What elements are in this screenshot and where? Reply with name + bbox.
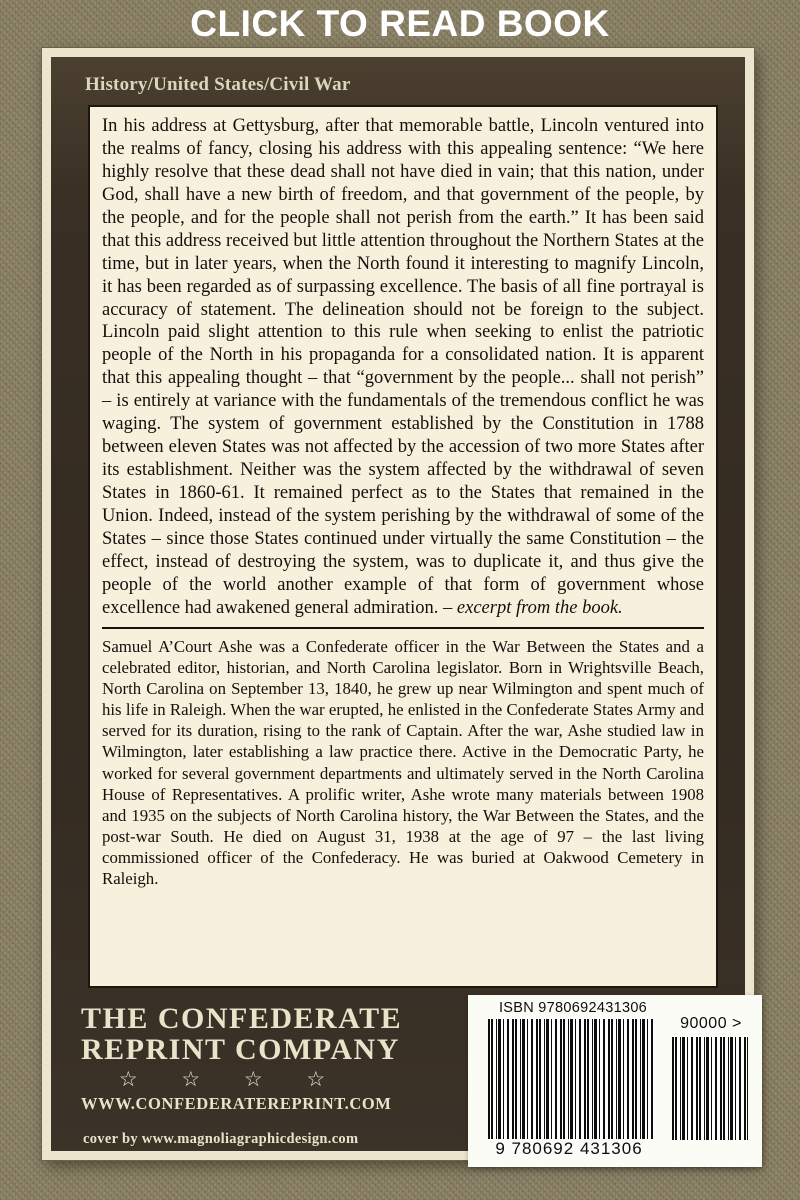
click-to-read-banner[interactable]: CLICK TO READ BOOK <box>190 3 610 44</box>
star-icon: ☆ <box>243 1067 263 1091</box>
star-icon: ☆ <box>306 1067 326 1091</box>
cover-design-credit: cover by www.magnoliagraphicdesign.com <box>83 1131 359 1147</box>
publisher-website: WWW.CONFEDERATEREPRINT.COM <box>81 1094 392 1113</box>
author-bio-paragraph: Samuel A’Court Ashe was a Confederate officer in the War Between the States and a celebrated editor, historian, and North Carolina legislator. Born in Wrightsville Beach, North Carolina on September 13, 1840, he grew up near Wilmington and spent much of his life in Raleigh. When the war erupted, he enlisted in the Confederate States Army and served for its duration, rising to the rank of Captain. After the war, Ashe studied law in Wilmington, later establishing a law practice there. Active in the Democratic Party, he worked for several government departments and ultimately served in the North Carolina House of Representatives. A prolific writer, Ashe wrote many materials between 1908 and 1935 on the subjects of North Carolina history, the War Between the States, and the post-war South. He died on August 31, 1938 at the age of 97 – the last living commissioned officer of the Confederacy. He was buried at Oakwood Cemetery in Raleigh. <box>102 636 704 889</box>
excerpt-paragraph <box>102 115 704 620</box>
excerpt-attribution: – excerpt from the book. <box>443 597 623 618</box>
panel-divider <box>102 627 704 629</box>
book-back-cover[interactable] <box>42 48 754 1160</box>
star-icon: ☆ <box>118 1067 138 1091</box>
excerpt-text: In his address at Gettysburg, after that memorable battle, Lincoln ventured into the realms of fancy, closing his address with this appealing sentence: “We here highly resolve that these dead shall not have died in vain; that this nation, under God, shall have a new birth of freedom, and that government of the people, by the people, and for the people shall not perish from the earth.” It has been said that this address received but little attention throughout the Northern States at the time, but in later years, when the North found it interesting to magnify Lincoln, it has been regarded as of surpassing excellence. The basis of all fine portrayal is accuracy of statement. The delineation should not be foreign to the subject. Lincoln paid slight attention to this rule when seeking to enlist the patriotic people of the North in his propaganda for a consolidated nation. It is apparent that this appealing thought – that “government by the people... shall not perish” – is entirely at variance with the fundamentals of the tremendous conflict he was waging. The system of government established by the Constitution in 1788 between eleven States was not affected by the accession of two more States after its establishment. Neither was the system affected by the withdrawal of seven States in 1860-61. It remained perfect as to the States that remained in the Union. Indeed, instead of the system perishing by the withdrawal of some of the States – since those States continued under virtually the same Constitution – the effect, instead of destroying the system, was to duplicate it, and thus give the people of the world another example of that form of government whose excellence had awakened general admiration. <box>102 116 704 618</box>
publisher-name-line1: THE CONFEDERATE <box>81 1002 403 1035</box>
barcode-sticker <box>468 995 762 1167</box>
ean-digits: 9 780692 431306 <box>495 1139 643 1158</box>
publisher-name-line2: REPRINT COMPANY <box>81 1033 400 1066</box>
text-panel <box>88 105 718 988</box>
publisher-stars-row <box>81 1068 363 1090</box>
publisher-block <box>81 1002 403 1148</box>
star-icon: ☆ <box>181 1067 201 1091</box>
barcode-price-code: 90000 > <box>680 1015 742 1032</box>
isbn-label: ISBN 9780692431306 <box>498 1000 648 1016</box>
barcode-bars-icon <box>488 1019 654 1139</box>
category-header: History/United States/Civil War <box>85 74 351 95</box>
barcode-supplement-bars-icon <box>672 1037 748 1140</box>
